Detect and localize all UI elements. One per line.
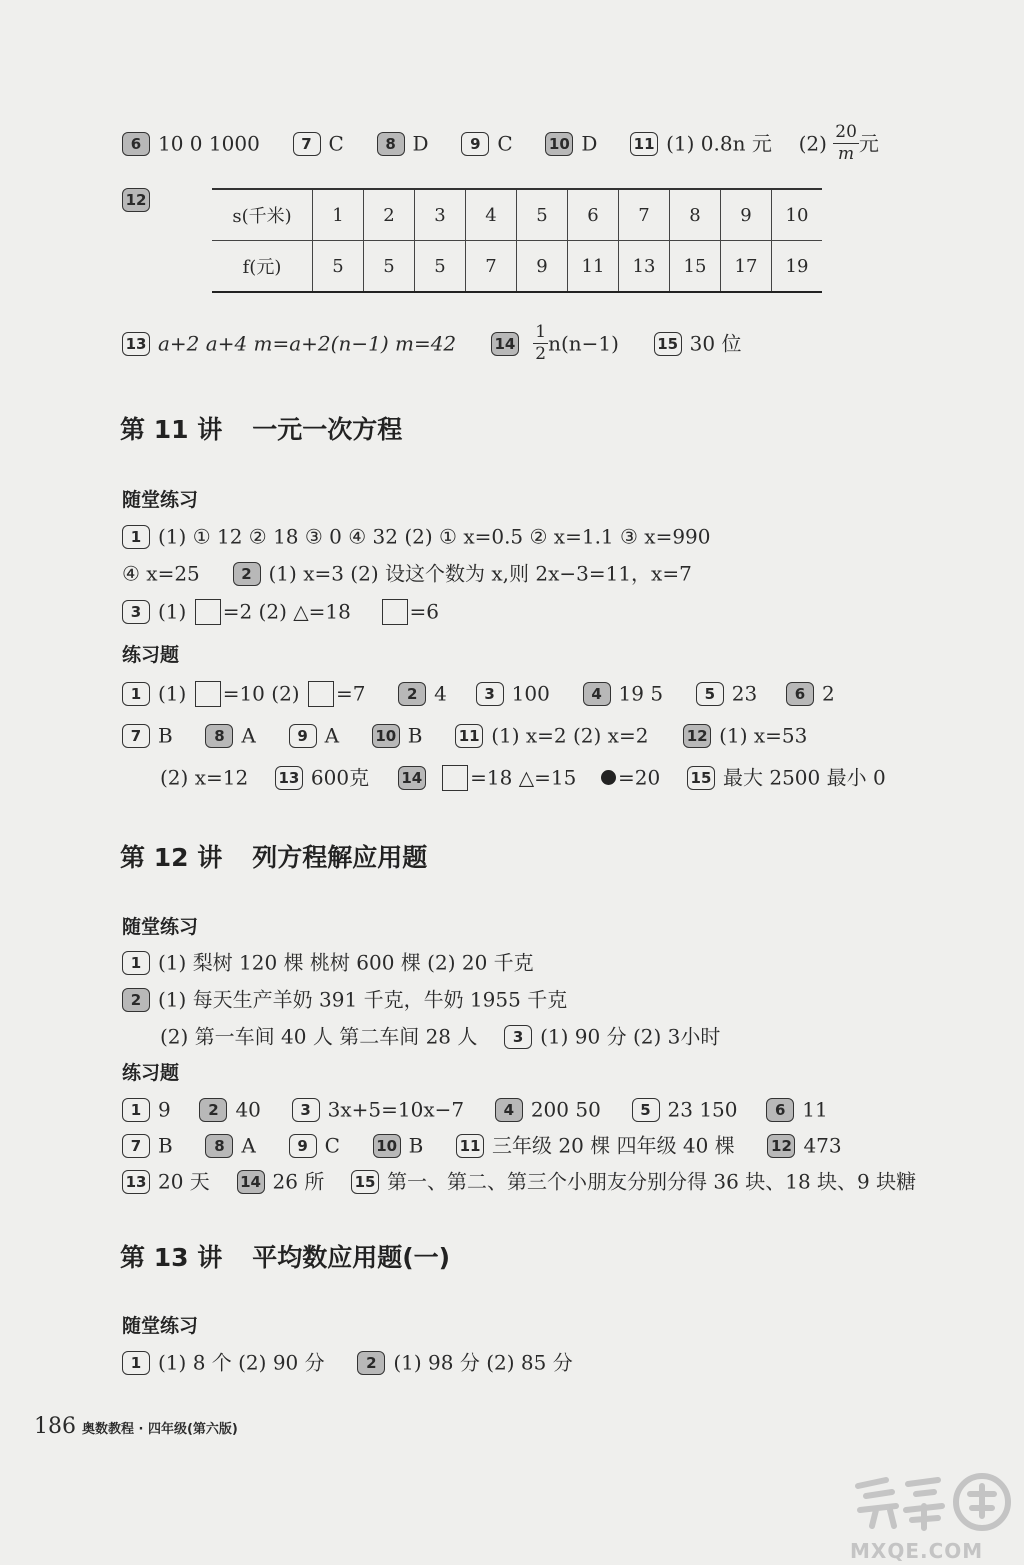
answer-text: 10 0 1000 — [158, 131, 260, 156]
watermark-logo — [846, 1466, 1016, 1564]
blank-square-icon — [442, 765, 468, 791]
answer-number-badge: 14 — [237, 1170, 265, 1194]
table-cell: 5 — [364, 241, 415, 293]
answer-number-badge: 4 — [495, 1098, 523, 1122]
answer-line-12 — [122, 184, 158, 212]
answer-number-badge: 1 — [122, 682, 150, 706]
table-cell: 7 — [619, 189, 670, 241]
answer-line-top-1 — [122, 124, 879, 163]
answer-text: =18 △=15 — [470, 765, 577, 790]
answer-text: 3x+5=10x−7 — [327, 1097, 465, 1122]
answer-text: (1) 90 分 (2) 3小时 — [540, 1024, 721, 1049]
answer-text: 19 5 — [618, 681, 664, 706]
answer-line — [160, 762, 886, 792]
answer-line — [122, 720, 807, 750]
answer-text: (1) x=3 (2) 设这个数为 x,则 2x−3=11，x=7 — [268, 561, 692, 586]
answer-text: B — [158, 723, 173, 748]
answer-text: (1) 梨树 120 棵 桃树 600 棵 (2) 20 千克 — [158, 950, 534, 975]
answer-text: n(n−1) — [548, 331, 619, 356]
answer-number-badge: 9 — [289, 1134, 317, 1158]
answer-number-badge: 7 — [293, 132, 321, 156]
answer-line — [122, 1347, 573, 1377]
table-cell: 5 — [313, 241, 364, 293]
answer-text: A — [241, 1133, 256, 1158]
answer-number-badge: 7 — [122, 724, 150, 748]
answer-number-badge: 1 — [122, 525, 150, 549]
answer-text: C — [328, 131, 344, 156]
answer-text: A — [241, 723, 256, 748]
answer-text: 11 — [802, 1097, 828, 1122]
answer-number-badge: 13 — [275, 766, 303, 790]
blank-square-icon — [195, 681, 221, 707]
answer-line — [122, 596, 439, 626]
lecture-number: 第 13 讲 — [120, 1243, 223, 1272]
answer-text: 最大 2500 最小 0 — [722, 765, 886, 790]
answer-text: (1) x=53 — [719, 723, 808, 748]
answer-text: B — [408, 1133, 424, 1158]
table-header-cell: s(千米) — [212, 189, 313, 241]
answer-number-badge: 13 — [122, 1170, 150, 1194]
answer-text: 26 所 — [272, 1169, 325, 1194]
answer-text: D — [581, 131, 598, 156]
answer-text: a+2 a+4 m=a+2(n−1) m=42 — [158, 331, 457, 356]
answer-text: 100 — [511, 681, 550, 706]
lecture-title: 平均数应用题(一) — [252, 1243, 451, 1272]
blank-square-icon — [382, 599, 408, 625]
table-cell: 15 — [670, 241, 721, 293]
answer-text: 2 — [821, 681, 835, 706]
answer-number-badge: 10 — [373, 1134, 401, 1158]
section-heading: 随堂练习 — [122, 489, 199, 511]
table-header-cell: f(元) — [212, 241, 313, 293]
table-cell: 7 — [466, 241, 517, 293]
table-cell: 2 — [364, 189, 415, 241]
answer-text: =7 — [335, 681, 366, 706]
answer-number-badge: 2 — [398, 682, 426, 706]
answer-number-badge: 15 — [351, 1170, 379, 1194]
answer-text: 23 150 — [667, 1097, 738, 1122]
answer-text: =20 — [618, 765, 661, 790]
answer-text: (1) 每天生产羊奶 391 千克，牛奶 1955 千克 — [158, 987, 568, 1012]
answer-number-badge: 12 — [122, 188, 150, 212]
answer-line — [122, 1130, 842, 1160]
answer-line — [122, 1166, 916, 1196]
table-row — [212, 189, 822, 241]
answer-number-badge: 14 — [491, 332, 519, 356]
answer-number-badge: 3 — [476, 682, 504, 706]
answer-number-badge: 15 — [687, 766, 715, 790]
table-cell: 1 — [313, 189, 364, 241]
answer-text: 40 — [235, 1097, 261, 1122]
answer-text: (1) 98 分 (2) 85 分 — [393, 1350, 573, 1375]
lecture-number: 第 12 讲 — [120, 843, 223, 872]
answer-line-top-3 — [122, 324, 741, 363]
lecture-heading — [120, 410, 402, 446]
answer-text: C — [497, 131, 513, 156]
answer-number-badge: 6 — [786, 682, 814, 706]
answer-line — [122, 947, 534, 977]
answer-number-badge: 2 — [357, 1351, 385, 1375]
answer-number-badge: 8 — [205, 724, 233, 748]
lecture-number: 第 11 讲 — [120, 415, 223, 444]
answer-text: (1) — [158, 681, 187, 706]
answer-text: (1) 0.8n 元 — [666, 131, 772, 156]
answer-text: (2) — [798, 131, 827, 156]
answer-number-badge: 10 — [372, 724, 400, 748]
table-cell: 9 — [517, 241, 568, 293]
answer-number-badge: 3 — [292, 1098, 320, 1122]
answer-number-badge: 11 — [455, 724, 483, 748]
answer-number-badge: 7 — [122, 1134, 150, 1158]
answer-text: (2) 第一车间 40 人 第二车间 28 人 — [160, 1024, 478, 1049]
answer-number-badge: 3 — [504, 1025, 532, 1049]
answer-line — [122, 558, 692, 588]
answer-number-badge: 12 — [767, 1134, 795, 1158]
answer-number-badge: 6 — [766, 1098, 794, 1122]
answer-number-badge: 1 — [122, 1351, 150, 1375]
answer-number-badge: 1 — [122, 1098, 150, 1122]
answer-text: A — [324, 723, 340, 748]
answer-number-badge: 6 — [122, 132, 150, 156]
table-cell: 17 — [721, 241, 772, 293]
answer-number-badge: 3 — [122, 600, 150, 624]
lecture-title: 列方程解应用题 — [252, 843, 428, 872]
answer-text: ④ x=25 — [122, 561, 200, 586]
answer-text: 9 — [158, 1097, 171, 1122]
answer-number-badge: 5 — [696, 682, 724, 706]
table-cell: 8 — [670, 189, 721, 241]
answer-text: (1) ① 12 ② 18 ③ 0 ④ 32 (2) ① x=0.5 ② x=1.1 ③ x=990 — [158, 524, 711, 549]
answer-text: 元 — [858, 131, 879, 156]
answer-number-badge: 9 — [461, 132, 489, 156]
answer-number-badge: 8 — [377, 132, 405, 156]
table-cell: 4 — [466, 189, 517, 241]
answer-number-badge: 2 — [233, 562, 261, 586]
section-heading: 随堂练习 — [122, 1315, 199, 1337]
answer-text: (1) — [158, 599, 187, 624]
answer-number-badge: 2 — [199, 1098, 227, 1122]
answer-number-badge: 13 — [122, 332, 150, 356]
blank-square-icon — [308, 681, 334, 707]
answer-text: B — [407, 723, 423, 748]
lecture-title: 一元一次方程 — [252, 415, 403, 444]
table-cell: 5 — [517, 189, 568, 241]
answer-number-badge: 12 — [683, 724, 711, 748]
answer-number-badge: 5 — [632, 1098, 660, 1122]
answer-number-badge: 1 — [122, 951, 150, 975]
fraction: $\frac{20}{m}$ — [835, 122, 857, 164]
answer-text: (1) x=2 (2) x=2 — [491, 723, 649, 748]
answer-number-badge: 4 — [583, 682, 611, 706]
answer-text: B — [158, 1133, 173, 1158]
answer-text: 三年级 20 棵 四年级 40 棵 — [492, 1133, 735, 1158]
answer-text: 473 — [803, 1133, 842, 1158]
section-heading: 随堂练习 — [122, 916, 199, 938]
table-cell: 19 — [772, 241, 823, 293]
page-number: 186 — [34, 1414, 76, 1439]
section-heading: 练习题 — [122, 644, 180, 666]
lecture-heading — [120, 1238, 450, 1274]
answer-text: D — [412, 131, 429, 156]
answer-text: 第一、第二、第三个小朋友分别分得 36 块、18 块、9 块糖 — [387, 1169, 917, 1194]
answer-text: 600克 — [310, 765, 370, 790]
answer-line — [122, 984, 567, 1014]
table-row — [212, 241, 822, 293]
table-cell: 9 — [721, 189, 772, 241]
answer-number-badge: 11 — [456, 1134, 484, 1158]
answer-number-badge: 11 — [630, 132, 658, 156]
table-cell: 10 — [772, 189, 823, 241]
answer-line — [122, 521, 711, 551]
answer-text: C — [324, 1133, 340, 1158]
answer-line — [122, 1094, 828, 1124]
table-cell: 5 — [415, 241, 466, 293]
answer-text: (2) x=12 — [160, 765, 249, 790]
answer-number-badge: 15 — [654, 332, 682, 356]
answer-text: (1) 8 个 (2) 90 分 — [158, 1350, 325, 1375]
answer-text: =10 (2) — [222, 681, 300, 706]
table-cell: 6 — [568, 189, 619, 241]
table-cell: 13 — [619, 241, 670, 293]
answer-text: 20 天 — [158, 1169, 210, 1194]
answer-text: 23 — [731, 681, 758, 706]
fare-table — [212, 188, 822, 293]
filled-circle-icon — [601, 770, 616, 785]
page-footer — [34, 1414, 238, 1439]
svg-text:MXQE.COM: MXQE.COM — [850, 1539, 984, 1563]
answer-number-badge: 2 — [122, 988, 150, 1012]
answer-text: 4 — [434, 681, 447, 706]
answer-text: 30 位 — [689, 331, 742, 356]
answer-text: =2 (2) △=18 — [222, 599, 351, 624]
answer-number-badge: 14 — [398, 766, 426, 790]
table-cell: 3 — [415, 189, 466, 241]
answer-number-badge: 8 — [205, 1134, 233, 1158]
blank-square-icon — [195, 599, 221, 625]
table-cell: 11 — [568, 241, 619, 293]
section-heading: 练习题 — [122, 1062, 180, 1084]
answer-number-badge: 10 — [545, 132, 573, 156]
answer-text: 200 50 — [530, 1097, 601, 1122]
lecture-heading — [120, 838, 427, 874]
answer-number-badge: 9 — [289, 724, 317, 748]
answer-text: =6 — [409, 599, 440, 624]
answer-line — [160, 1021, 720, 1051]
book-title: 奥数教程 · 四年级(第六版) — [82, 1422, 238, 1437]
fraction: $\frac{1}{2}$ — [535, 322, 547, 364]
answer-line — [122, 678, 835, 708]
